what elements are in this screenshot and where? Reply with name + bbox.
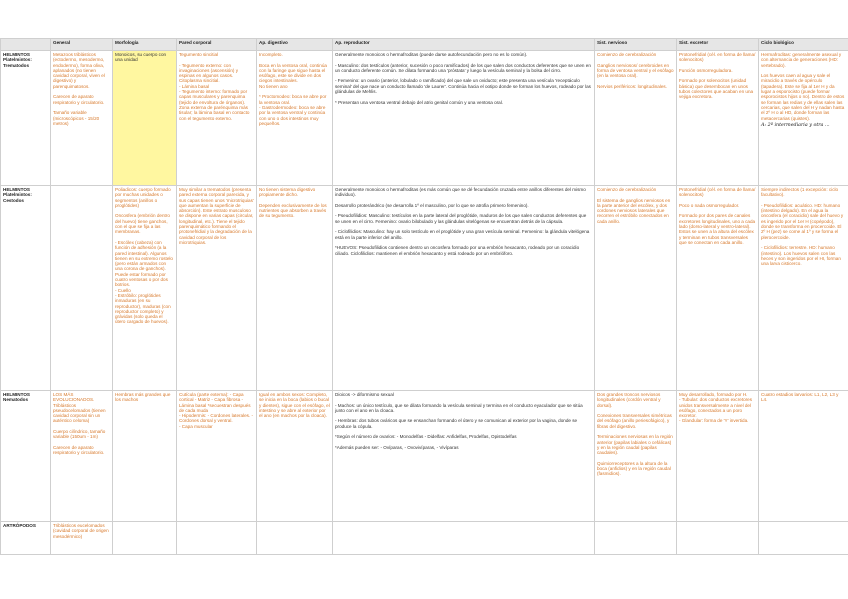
cell-ap-reproductor <box>333 522 595 555</box>
cell-sist-nervioso <box>595 391 677 522</box>
cell-line: - Tubular: dos conductos excretores unidos transversalmente a nivel del esófago, conectados a un poro excretor. <box>679 397 753 419</box>
cell-pared-corporal <box>177 186 257 391</box>
cell-line: Metazoos triblásticos (ectodermo, mesodermo, endodermo), forma oliva, aplanados (no tienen cavidad corporal, viven el digestivo) y parenquimatosos. <box>53 52 105 89</box>
header-cell-corner <box>1 39 51 51</box>
header-cell-general: General <box>51 39 113 51</box>
cell-morfologia <box>113 391 177 522</box>
cell-line: - Ciclofilidios: Masculino: hay un solo testículo en el proglótide y una gran vesícula seminal. Femenino: la glándula vitelógena está en la parte inferior del anillo. <box>335 229 590 240</box>
header-cell-sist-nervioso: Sist. nervioso <box>595 39 677 51</box>
cell-line: Nervios periféricos: longitudinales. <box>597 83 667 89</box>
cell-line: Tegumento sincitial <box>179 52 219 57</box>
cell-ap-reproductor <box>333 51 595 186</box>
cell-line: Protonefridial (cél. en forma de llama/ solenocitos) <box>679 52 756 63</box>
cell-line: *HUEVOS: Pseudofilidios contienen dentro un oncosfera formado por una embrión hexacanto, rodeado por un coracidio ciliado. Ciclofilidios: mantienen el embrión hexacanto y está rodeado por un embrióforo. <box>335 245 580 256</box>
header-cell-ap-digestivo: Ap. digestivo <box>257 39 333 51</box>
cell-line: - Pseudofilidios: acuático. HD: humano (intestino delgado). En el agua la oncosfera (el coracidio) sale del huevo y es ingerido por el 1er H (copépodo), donde se transforma en procercoide. El 2º H (pez) se come al 1º y se forma el plerocercoide. <box>761 202 844 240</box>
table-row-artropodos <box>1 522 848 555</box>
cell-line: - Glandular: forma de 'Y' invertida. <box>679 418 749 424</box>
cell-line: Formado por dos pares de canales excretores longitudinales, uno a cada lado (dorso-lateral y ventro-lateral). Estos se unen a la altura del escólex y terminan en tubos transversales que se conectan en cada anillo. <box>679 213 756 245</box>
table-row-cestodos <box>1 186 848 391</box>
cell-general <box>51 522 113 555</box>
cell-line: Triblásticos eucelomados (cavidad corporal de origen mesodérmico) <box>53 523 109 539</box>
cell-line: Comienzo de cerebralización <box>597 52 657 57</box>
cell-ap-digestivo <box>257 522 333 555</box>
header-row <box>1 39 848 51</box>
cell-sist-nervioso <box>595 51 677 186</box>
row-group-label: HELMINTOS Platelmintos: Trematodos <box>1 51 51 186</box>
cell-line: Hermafroditas: generalmente asexual y con alternancia de generaciones (HD: vertebrado). <box>761 52 842 68</box>
cell-morfologia <box>113 522 177 555</box>
cell-line: Generalmente monoicos o hermafroditas (puede darse autofecundación pero no es lo común). <box>335 52 528 57</box>
cell-ap-digestivo <box>257 51 333 186</box>
cell-ciclo-biologico <box>759 391 848 522</box>
cell-pared-corporal <box>177 51 257 186</box>
cell-sist-excretor <box>677 51 759 186</box>
cell-line: Cuerpo cilíndrico, tamaño variable (150um - 1m) <box>53 429 106 440</box>
table-row-nematodos <box>1 391 848 522</box>
cell-sist-nervioso <box>595 186 677 391</box>
cell-line: Dependen exclusivamente de los nutrientes que absorben a través de su tegumento. <box>259 202 327 219</box>
cell-line: Tamaño variable (microscópicos - 15/20 metros) <box>53 110 100 126</box>
cell-line: - Capa muscular <box>179 423 213 429</box>
cell-line: * Proctomodeo: boca se abre por la ventosa oral. <box>259 94 327 105</box>
header-cell-ap-reproductor: Ap. reproductor <box>333 39 595 51</box>
cell-line: Incompleto. <box>259 52 283 57</box>
cell-sist-excretor <box>677 391 759 522</box>
cell-line: Ganglios nerviosos/ cerebroides en forma de ventosa ventral y el esófago (en la ventosa oral). <box>597 62 674 79</box>
cell-ap-reproductor <box>333 186 595 391</box>
header-cell-pared-corporal: Pared corporal <box>177 39 257 51</box>
cell-line: - Cuello <box>115 287 131 293</box>
cell-line: *Según el número de ovarios: - Monodelfas - Didelfas: Anfidelfas, Prodelfas, Opistodelfas <box>335 434 517 440</box>
cell-morfologia <box>113 51 177 186</box>
cell-pared-corporal <box>177 522 257 555</box>
handwritten-note: A: 2ª intermediaria y otra ... <box>761 122 830 128</box>
cell-line: Desarrollo proterándrico (se desarrolla 1º el masculino, por lo que se atrofia primero femenino). <box>335 202 529 208</box>
cell-line: Carecen de aparato respiratorio y circulatorio. <box>53 444 105 456</box>
cell-line: - Machos: un único testículo, que se dilata formando la vesícula seminal y termina en el conducto eyaculador que se sitúa junto con el ano en la cloaca. <box>335 402 583 413</box>
cell-line: Terminaciones nerviosas en la región anterior (papilas labiales o cefálicas) y en la región caudal (papilas caudales). <box>597 434 673 456</box>
cell-line: Conexiones transversales simétricas del esófago (anillo periesofágico), y fibras del digestivo. <box>597 413 672 429</box>
cell-line: Carecen de aparato respiratorio y circulatorio. <box>53 94 105 105</box>
cell-ciclo-biologico <box>759 186 848 391</box>
cell-line: - Ciclofilidios: terrestre. HD: humano (intestino). Los huevos salen con las heces y son ingeridos por el HI, forman una larva cisticerco. <box>761 245 841 267</box>
cell-line: Quimiorreceptores a la altura de la boca (anfidios) y en la región caudal (fasmidios). <box>597 460 671 477</box>
cell-line: - Hipodermis: - Cordones laterales. - Cordones dorsal y ventral. <box>179 413 254 424</box>
header-cell-ciclo-biologico: Ciclo biológico <box>759 39 848 51</box>
row-group-label: HELMINTOS Nematodos <box>1 391 51 522</box>
cell-line: - Hembras: dos tubos ováricos que se ensanchan formando el útero y se comunican al exterior por la vagina, donde se produce la cópula. <box>335 418 578 429</box>
cell-ap-reproductor <box>333 391 595 522</box>
cell-line: No tienen sistema digestivo propiamente dicho. <box>259 187 316 198</box>
cell-line: El sistema de ganglios nerviosos en la parte anterior del escólex, y dos cordones nerviosos laterales que recorren el estróbilo conectados en cada anillo. <box>597 197 671 224</box>
cell-ap-digestivo <box>257 186 333 391</box>
row-group-label: HELMINTOS Platelmintos: Cestodos <box>1 186 51 391</box>
cell-sist-excretor <box>677 186 759 391</box>
header-cell-morfologia: Morfología <box>113 39 177 51</box>
cell-line: Hembras más grandes que los machos <box>115 392 171 403</box>
cell-general <box>51 391 113 522</box>
cell-ciclo-biologico <box>759 51 848 186</box>
cell-line: Monoicos, su cuerpo con una unidad <box>115 52 167 63</box>
cell-line: LOS MÁS EVOLUCIONADOS. <box>53 392 95 403</box>
cell-line: - Gastrodermodeo: boca se abre por la ventosa ventral y continúa con uno o dos intestinos muy pequeños. <box>259 104 326 126</box>
cell-line: Formado por solenocitos (unidad básica) que desembocan en unos tubos colectores que acaban en una vejiga excretora. <box>679 78 754 100</box>
table-row-trematodos <box>1 51 848 186</box>
cell-line: Los huevos caen al agua y sale el miracidio a través de opérculo (tapadera). Este se fija al 1er H y da lugar a esporocisto (puede formar esporocistos hijos o no). Dentro de estos se forman las redias y de ellas salen las cercarias, que salen del H y nadan hasta el 2º H o al HD, donde forman las metacercarias (quistes). <box>761 73 845 121</box>
comparison-table <box>0 38 848 555</box>
cell-line: Boca en la ventosa oral, continúa con la faringe que sigue hasta el esófago, este se divide en dos ciegos intestinales. <box>259 62 327 84</box>
cell-line: - Masculino: dos testículos (anterior, sucesión o poco ramificados) de los que salen dos conductos deferentes que se unen en un conducto deferente común. Se dilata formando una 'próstata' y luego la vesícula seminal y la bolsa del cirro. <box>335 62 591 73</box>
cell-sist-nervioso <box>595 522 677 555</box>
cell-line: Cuatro estadios larvarios: L1, L2, L3 y L4. <box>761 392 839 403</box>
cell-line: Igual en ambos sexos: Completo, se inicia en la boca (labios o bucal y dientes), sigue con el esófago, el intestino y se abre al exterior por el ano (en machos por la cloaca). <box>259 392 330 419</box>
cell-sist-excretor <box>677 522 759 555</box>
cell-line: - Lámina basal <box>179 83 210 89</box>
cell-line: - Estróbilo: proglótides inmaduras (en su reproductor), maduras (con reproductor completo) y grávidas (solo queda el útero cargado de huevos). <box>115 292 171 325</box>
cell-line: Oncosfera (embrión dentro del huevo) tiene ganchos, con el que se fija a las membranas. <box>115 213 170 235</box>
cell-line: - Tegumento externo: con invaginaciones (ascensión) y espinas en algunos casos. Citoplasma sincitial. <box>179 62 238 84</box>
cell-line: Protonefridial (cél. en forma de llama/ solenocitos) <box>679 187 756 198</box>
cell-line: Cutícula (parte externa): - Capa cortical - Matriz - Capa fibrosa - Lámina basal *secuestran después de cada muda <box>179 392 251 413</box>
row-group-label: ARTRÓPODOS <box>1 522 51 555</box>
cell-line: * Presentan una ventosa ventral debajo del atrio genital común y una ventosa oral. <box>335 99 504 105</box>
cell-line: No tienen ano <box>259 83 288 89</box>
cell-line: *Además pueden ser: - Ovíparas, - Ovovivíparas, - Vivíparas <box>335 444 459 450</box>
cell-line: Siempre indirectos (1 excepción: ciclo facultativo). <box>761 187 839 198</box>
cell-line: - Femenino: un ovario (anterior, lobulado o ramificado) del que sale un oviducto; este presenta una vesícula 'receptáculo seminal' del que nace un conducto llamado 'de Laurer'. Continúa hacia el ootipo donde se forman los huevos, rodeado por las glándulas de Mehlis. <box>335 78 591 95</box>
cell-line: Puede estar formado por cuatro ventosas o por dos botrios. <box>115 271 168 288</box>
cell-general <box>51 186 113 391</box>
cell-line: Función osmorreguladora. <box>679 67 733 73</box>
cell-line: Dos grandes troncos nerviosos longitudinales (cordón ventral y dorsal). <box>597 392 661 408</box>
cell-line: Dioicos -> diformismo sexual <box>335 392 394 397</box>
cell-line: - Tegumento interno: formado por capas musculares y parenquima (tejido de envoltura de órganos). Zona externa de parénquima más tisular; la lámina basal en contacto con el tegumento externo. <box>179 89 250 121</box>
cell-pared-corporal <box>177 391 257 522</box>
cell-line: Poco o nada osmorregulador. <box>679 202 740 208</box>
cell-ap-digestivo <box>257 391 333 522</box>
cell-general <box>51 51 113 186</box>
cell-line: Generalmente monoicos o hermafroditas (es más común que se dé fecundación cruzada entre anillos diferentes del mismo individuo). <box>335 187 586 198</box>
cell-line: Muy similar a trematodos (presenta pared externa corporal parecida, y sus capas tienen unos 'microtriquias' que aumentan la superficie de absorción). Este estrato musculoso se dispone en varias capas (circular, longitudinal, etc.). Tiene el tejido parenquimático formando el protonefridial y la degradación de la cavidad corporal de los microtriquias. <box>179 187 254 245</box>
cell-line: - Escólex (cabeza) con función de adhesión (a la pared intestinal). Algunos tienen en su extremo rostelo (pero están armados con una corona de ganchos). <box>115 239 173 272</box>
cell-line: Muy desarrollado, formado por H. <box>679 392 748 397</box>
cell-ciclo-biologico <box>759 522 848 555</box>
cell-line: Poliadicos: cuerpo formado por muchas unidades o segmentos (anillos o proglótides) <box>115 187 171 208</box>
cell-line: - Pseudofilidios: Masculino: testículos en la parte lateral del proglótide, maduros de los que salen conductos deferentes que se unen en el cirro. Femenino: ovario bilobulado y las glándulas vitelógenas se encuentran detrás de la cápsula. <box>335 213 587 224</box>
cell-line: Comienzo de cerebralización <box>597 187 657 192</box>
cell-line: Triblásticos pseudocelomados (tienen cavidad corporal sin un auténtico celoma) <box>53 402 106 424</box>
header-cell-sist-excretor: Sist. excretor <box>677 39 759 51</box>
cell-morfologia <box>113 186 177 391</box>
